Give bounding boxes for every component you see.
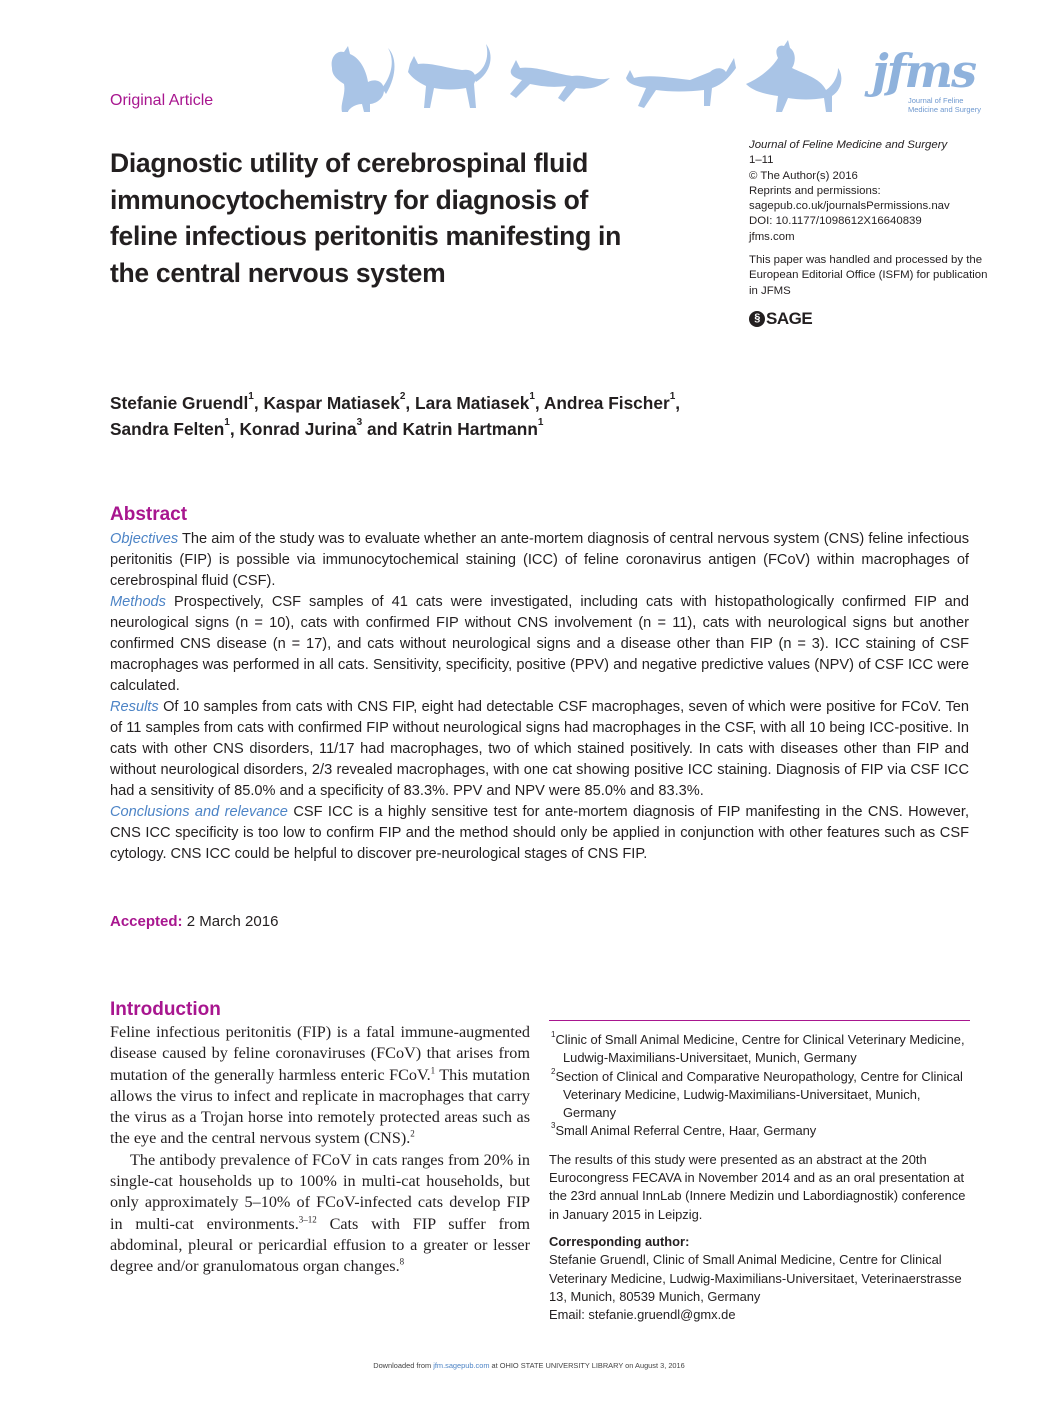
corresponding-label: Corresponding author: bbox=[549, 1233, 690, 1249]
author: Kaspar Matiasek$^2$, bbox=[263, 391, 416, 413]
introduction-body bbox=[110, 1022, 530, 1278]
logo-wordmark: jfms bbox=[872, 44, 976, 98]
meta-pages: 1–11 bbox=[749, 154, 774, 167]
affiliation: $^1$Clinic of Small Animal Medicine, Centre for Clinical Veterinary Medicine, Ludwig-Maximilians-Universitaet, Munich, Germany bbox=[551, 1030, 965, 1066]
abstract-results: Results Of 10 samples from cats with CNS FIP, eight had detectable CSF macrophages, seven of which were positive for FCoV. Ten of 11 samples from cats with confirmed FIP without neurological signs had macrophages in the CSF, with all 10 being ICC-positive. In cats with other CNS disorders, 11/17 had macrophages, two of which stained positively. In cats with diseases other than FIP and without neurological disorders, 2/3 revealed macrophages, with one cat showing positive ICC staining. Diagnosis of FIP via CSF ICC had a sensitivity of 85.0% and a specificity of 83.3%. PPV and NPV were 85.0% and 83.3%. bbox=[110, 699, 970, 799]
author: Sandra Felten$^1$, bbox=[110, 417, 240, 439]
meta-reprints-url[interactable]: sagepub.co.uk/journalsPermissions.nav bbox=[749, 200, 950, 213]
author: Andrea Fischer$^1$, bbox=[543, 391, 681, 413]
affiliations-block bbox=[549, 1031, 974, 1324]
journal-logo bbox=[872, 44, 984, 122]
author: Lara Matiasek$^1$, bbox=[415, 391, 544, 413]
meta-handled-note: This paper was handled and processed by the European Editorial Office (ISFM) for publication in JFMS bbox=[749, 254, 988, 297]
meta-copyright: © The Author(s) 2016 bbox=[749, 169, 858, 182]
logo-subtitle: Journal of Feline Medicine and Surgery bbox=[908, 96, 981, 114]
publisher-logo bbox=[749, 311, 989, 327]
corresponding-address: Stefanie Gruendl, Clinic of Small Animal Medicine, Centre for Clinical Veterinary Medicine, Ludwig-Maximilians-Universitaet, Veterinaerstrasse 13, Munich, 80539 Munich, Germany bbox=[549, 1252, 962, 1304]
abstract-methods: Methods Prospectively, CSF samples of 41 cats were investigated, including cats with histopathologically confirmed FIP and neurological signs (n = 10), cats with confirmed FIP without CNS involvement (n = 11), cats with neurological signs but another confirmed CNS disease (n = 17), and cats without neurological signs and a disease other than FIP (n = 3). ICC staining of CSF macrophages was performed in all cats. Sensitivity, specificity, positive (PPV) and negative predictive values (NPV) of CSF ICC were calculated. bbox=[110, 594, 969, 694]
meta-reprints: Reprints and permissions: bbox=[749, 184, 881, 197]
affiliation: $^2$Section of Clinical and Comparative Neuropathology, Centre for Clinical Veterinary Medicine, Ludwig-Maximilians-Universitaet, Munich, Germany bbox=[551, 1066, 963, 1121]
cat-silhouette-banner bbox=[326, 38, 872, 116]
presentation-note: The results of this study were presented as an abstract at the 20th Eurocongress FECAVA in November 2014 and as an oral presentation at the 23rd annual InnLab (Innere Medizin und Labordiagnostik) conference in January 2015 in Leipzig. bbox=[549, 1151, 966, 1222]
publisher-name: SAGE bbox=[766, 309, 813, 329]
sage-icon: § bbox=[749, 311, 765, 327]
meta-journal-name: Journal of Feline Medicine and Surgery bbox=[749, 139, 948, 151]
meta-site[interactable]: jfms.com bbox=[749, 230, 795, 243]
abstract-body bbox=[110, 529, 969, 865]
abstract-objectives: Objectives The aim of the study was to evaluate whether an ante-mortem diagnosis of central nervous system (CNS) feline infectious peritonitis (FIP) is possible via immunocytochemical staining (ICC) of feline coronavirus antigen (FCoV) within macrophages of cerebrospinal fluid (CSF). bbox=[110, 531, 969, 589]
affiliations-divider bbox=[549, 1020, 970, 1021]
footer-link[interactable]: jfm.sagepub.com bbox=[433, 1361, 490, 1370]
abstract-heading: Abstract bbox=[110, 504, 188, 525]
author-list bbox=[110, 390, 870, 442]
meta-doi[interactable]: DOI: 10.1177/1098612X16640839 bbox=[749, 215, 922, 228]
author: Katrin Hartmann$^1$ bbox=[402, 417, 544, 439]
article-title: Diagnostic utility of cerebrospinal fluid immunocytochemistry for diagnosis of feline infectious peritonitis manifesting in the central nervous system bbox=[110, 148, 621, 288]
affiliation: $^3$Small Animal Referral Centre, Haar, Germany bbox=[551, 1121, 817, 1139]
intro-paragraph: The antibody prevalence of FCoV in cats ranges from 20% in single-cat households up to 100% in multi-cat households, but only approximately 5–10% of FCoV-infected cats develop FIP in multi-cat environments.$^{3-12}$ Cats with FIP suffer from abdominal, pleural or pericardial effusion to a greater or lesser degree and/or granulomatous organ changes.$^8$ bbox=[110, 1150, 531, 1276]
introduction-heading: Introduction bbox=[110, 999, 221, 1020]
article-type: Original Article bbox=[110, 92, 214, 109]
accepted-date: Accepted: 2 March 2016 bbox=[110, 913, 279, 930]
download-footer: Downloaded from jfm.sagepub.com at OHIO STATE UNIVERSITY LIBRARY on August 3, 2016 bbox=[373, 1361, 685, 1370]
author: Stefanie Gruendl$^1$, bbox=[110, 391, 264, 413]
journal-meta bbox=[749, 138, 989, 327]
intro-paragraph: Feline infectious peritonitis (FIP) is a fatal immune-augmented disease caused by feline coronaviruses (FCoV) that arises from mutation of the generally harmless enteric FCoV.$^1$ This mutation allows the virus to infect and replicate in macrophages that carry the virus as a Trojan horse into remotely protected areas such as the eye and the central nervous system (CNS).$^2$ bbox=[110, 1023, 530, 1148]
corresponding-email[interactable]: Email: stefanie.gruendl@gmx.de bbox=[549, 1307, 736, 1323]
abstract-conclusions: Conclusions and relevance CSF ICC is a highly sensitive test for ante-mortem diagnosis of FIP manifesting in the CNS. However, CNS ICC specificity is too low to confirm FIP and the method should only be applied in conjunction with other features such as CSF cytology. CNS ICC could be helpful to discover pre-neurological stages of CNS FIP. bbox=[110, 804, 970, 862]
author: Konrad Jurina$^3$ and bbox=[239, 417, 403, 439]
